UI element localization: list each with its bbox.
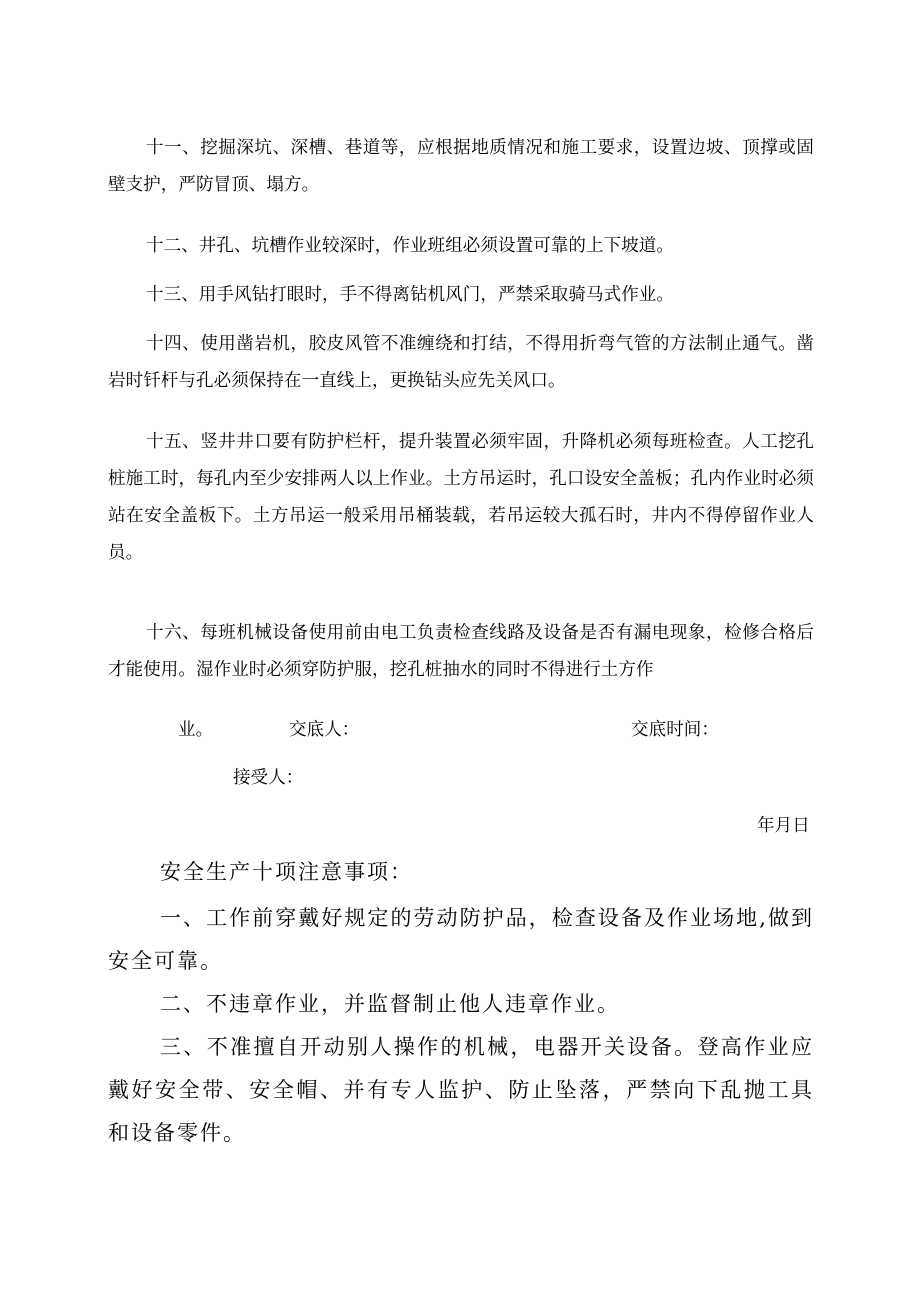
rule-16-paragraph: 十六、每班机械设备使用前由电工负责检查线路及设备是否有漏电现象，检修合格后才能使用。湿作业时必须穿防护服，挖孔桩抽水的同时不得进行土方作 [108, 623, 814, 680]
precaution-3: 三、不准擅自开动别人操作的机械，电器开关设备。登高作业应戴好安全带、安全帽、并有专人监护、防止坠落，严禁向下乱抛工具和设备零件。 [108, 1035, 814, 1145]
receiver-label: 接受人： [233, 768, 304, 788]
rule-15-paragraph: 十五、竖井井口要有防护栏杆，提升装置必须牢固，升降机必须每班检查。人工挖孔桩施工时，每孔内至少安排两人以上作业。土方吊运时，孔口设安全盖板；孔内作业时必须站在安全盖板下。土方吊运一般采用吊桶装载，若吊运较大孤石时，井内不得停留作业人员。 [108, 432, 814, 563]
section-title: 安全生产十项注意事项： [160, 860, 413, 884]
rule-14-paragraph: 十四、使用凿岩机，胶皮风管不准缠绕和打结，不得用折弯气管的方法制止通气。凿岩时钎杆与孔必须保持在一直线上，更换钻头应先关风口。 [108, 334, 814, 391]
date-label: 年月日 [757, 816, 810, 836]
rule-12-paragraph: 十二、井孔、坑槽作业较深时，作业班组必须设置可靠的上下坡道。 [146, 236, 674, 256]
continuation-text: 业。 [178, 720, 214, 740]
rule-13-paragraph: 十三、用手风钻打眼时，手不得离钻机风门，严禁采取骑马式作业。 [146, 285, 674, 305]
precaution-1: 一、工作前穿戴好规定的劳动防护品，检查设备及作业场地,做到安全可靠。 [108, 906, 814, 973]
precaution-2: 二、不违章作业，并监督制止他人违章作业。 [160, 992, 620, 1016]
rule-11-paragraph: 十一、挖掘深坑、深槽、巷道等，应根据地质情况和施工要求，设置边坡、顶撑或固壁支护，严防冒顶、塌方。 [108, 138, 814, 195]
handover-person-label: 交底人： [289, 720, 360, 740]
handover-time-label: 交底时间： [631, 720, 719, 740]
